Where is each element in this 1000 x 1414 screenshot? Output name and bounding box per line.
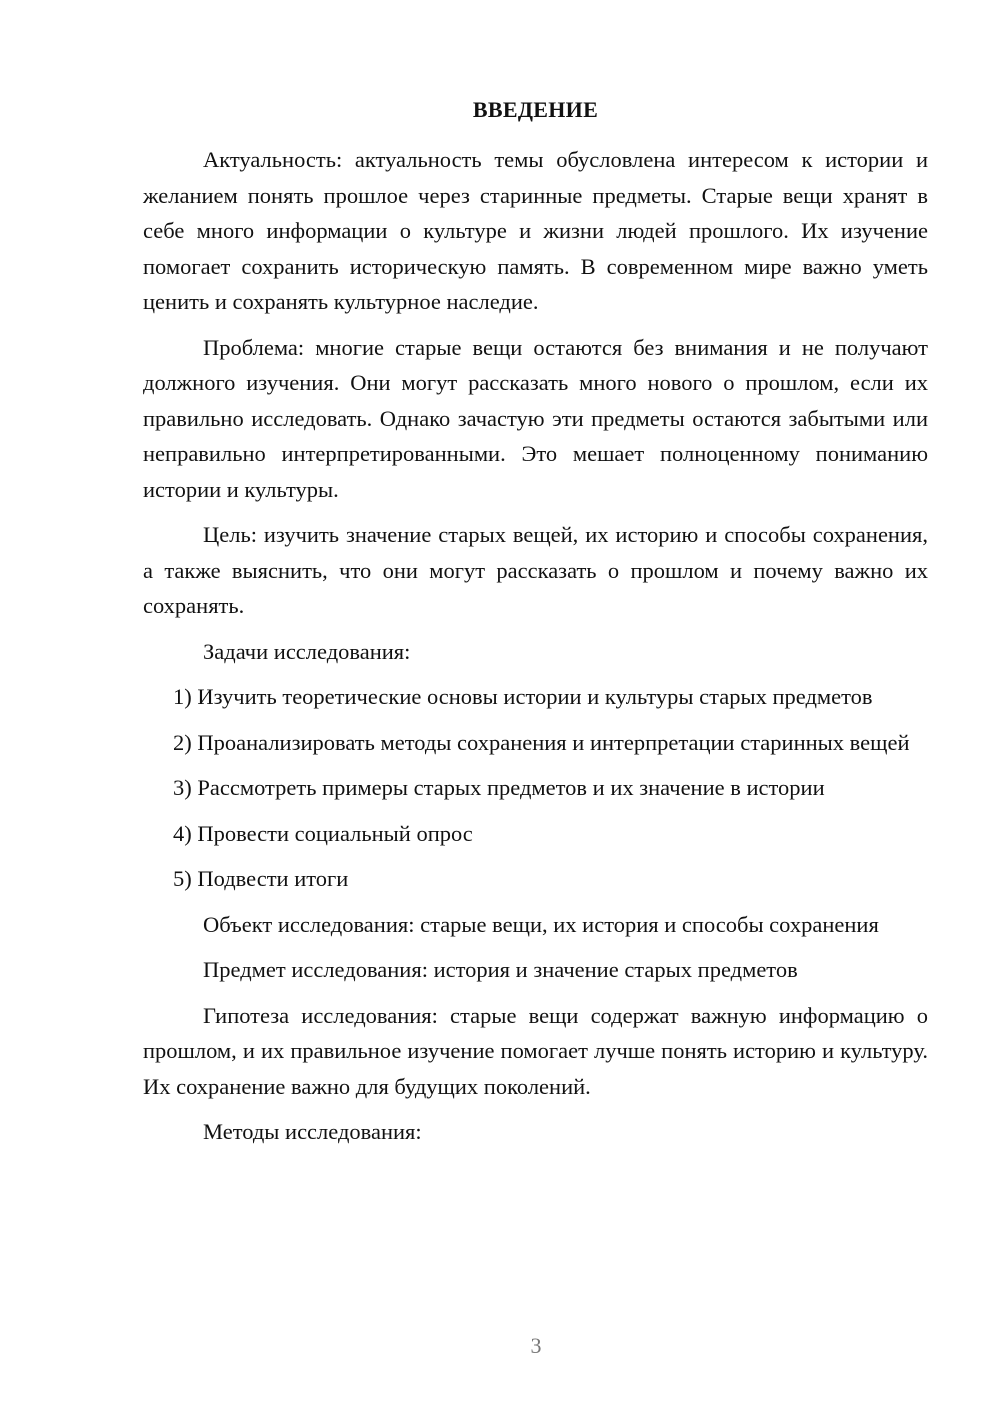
task-item: 5) Подвести итоги bbox=[173, 866, 349, 891]
document-body bbox=[143, 142, 928, 1160]
task-item: 2) Проанализировать методы сохранения и интерпретации старинных вещей bbox=[173, 729, 910, 755]
task-item: 4) Провести социальный опрос bbox=[173, 820, 473, 846]
paragraph-relevance: Актуальность: актуальность темы обусловлена интересом к истории и желанием понять прошлое через старинные предметы. Старые вещи хранят в себе много информации о культуре и жизни людей прошлого. Их изучение помогает сохранить историческую память. В современном мире важно уметь ценить и сохранять культурное наследие. bbox=[143, 147, 928, 314]
paragraph-problem: Проблема: многие старые вещи остаются без внимания и не получают должного изучения. Они могут рассказать много нового о прошлом, если их правильно исследовать. Однако зачастую эти предметы остаются забытыми или неправильно интерпретированными. Это мешает полноценному пониманию истории и культуры. bbox=[143, 334, 928, 502]
tasks-title: Задачи исследования: bbox=[203, 638, 411, 664]
page-title: ВВЕДЕНИЕ bbox=[472, 97, 599, 122]
paragraph-object: Объект исследования: старые вещи, их история и способы сохранения bbox=[203, 911, 879, 937]
task-item: 3) Рассмотреть примеры старых предметов и их значение в истории bbox=[173, 775, 825, 800]
paragraph-goal: Цель: изучить значение старых вещей, их историю и способы сохранения, а также выяснить, что они могут рассказать о прошлом и почему важно их сохранять. bbox=[143, 522, 928, 618]
paragraph-hypothesis: Гипотеза исследования: старые вещи содержат важную информацию о прошлом, и их правильное изучение помогает лучше понять историю и культуру. Их сохранение важно для будущих поколений. bbox=[143, 1002, 928, 1099]
paragraph-subject: Предмет исследования: история и значение старых предметов bbox=[203, 957, 798, 982]
page-number: 3 bbox=[530, 1333, 542, 1358]
task-item: 1) Изучить теоретические основы истории и культуры старых предметов bbox=[173, 684, 873, 709]
methods-title: Методы исследования: bbox=[203, 1119, 422, 1144]
